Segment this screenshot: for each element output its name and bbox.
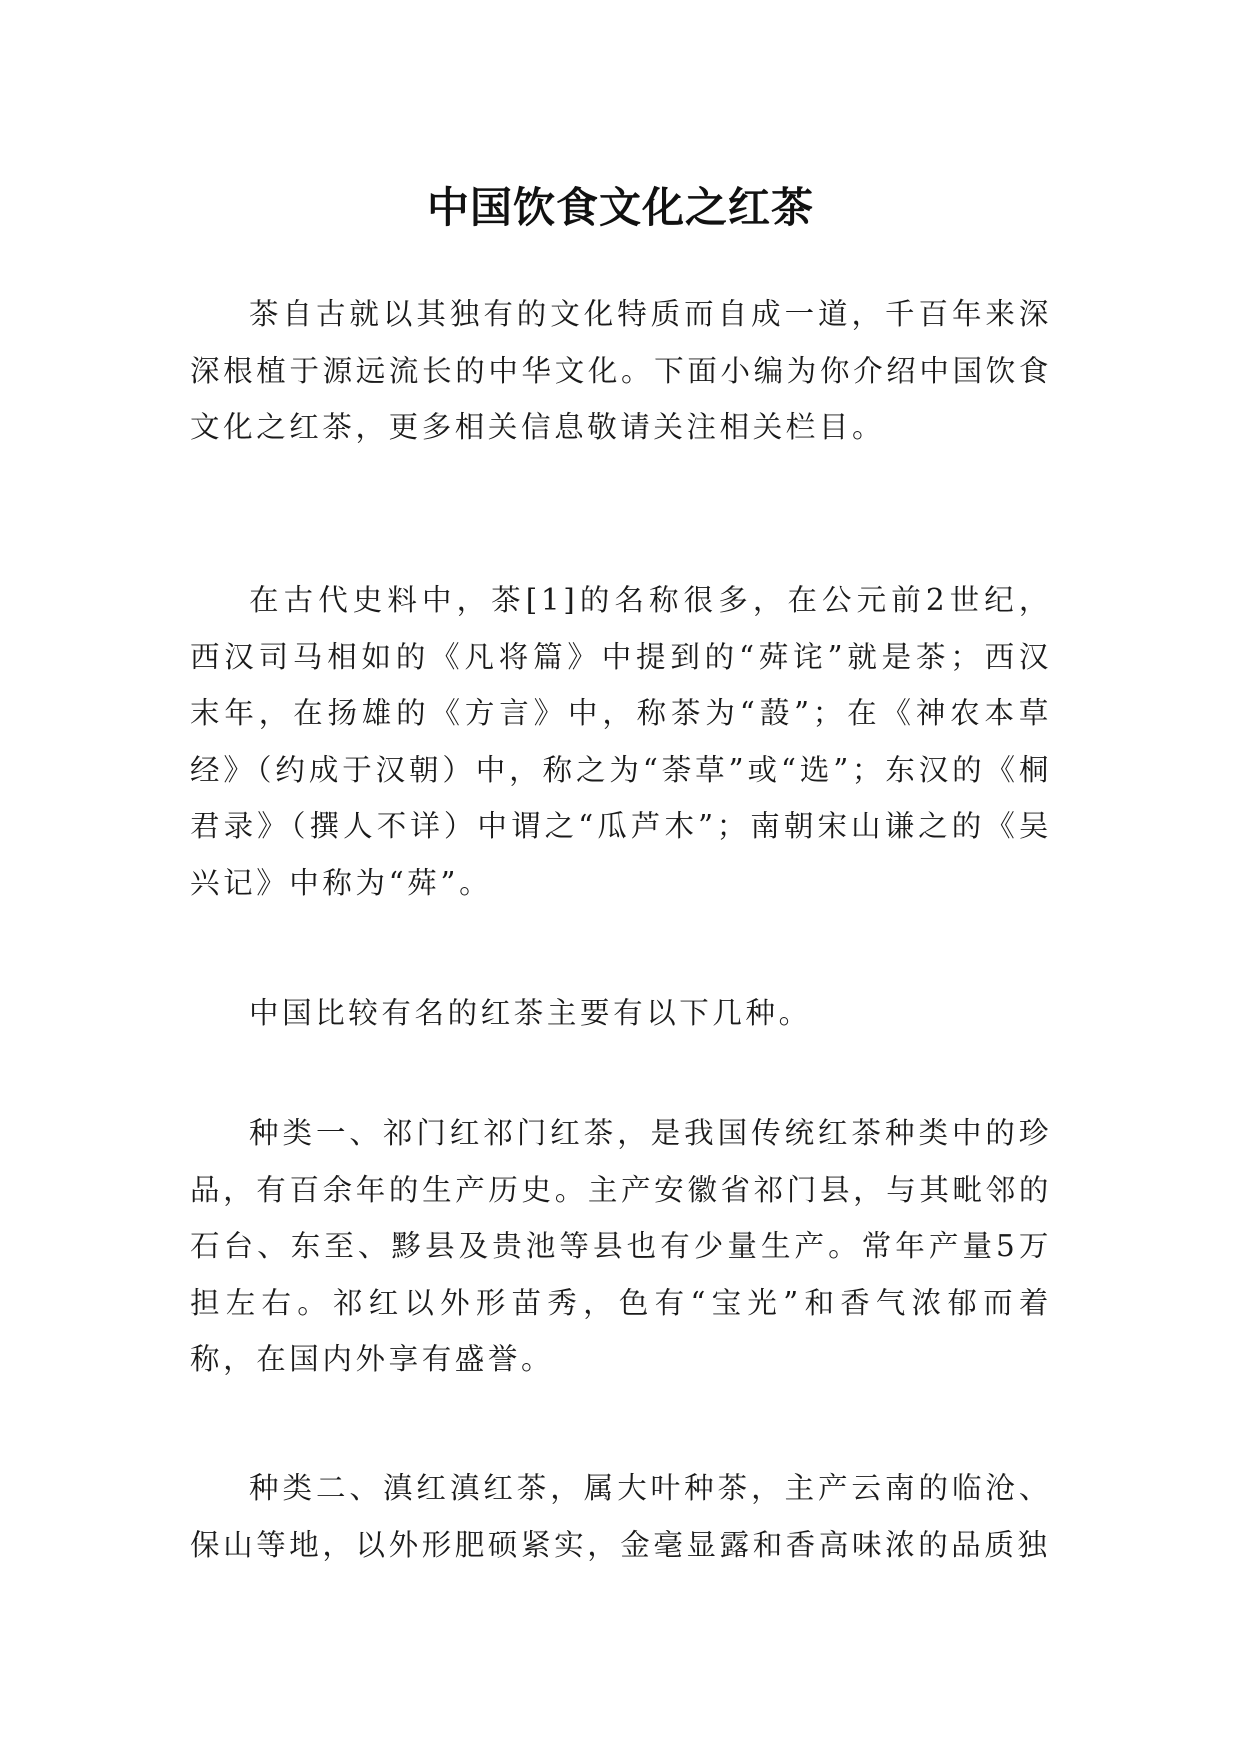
paragraph-history: 在古代史料中，茶[1]的名称很多，在公元前2世纪，西汉司马相如的《凡将篇》中提到的“荈诧”就是茶；西汉末年，在扬雄的《方言》中，称茶为“蔎”；在《神农本草经》（约成于汉朝）中，称之为“荼草”或“选”；东汉的《桐君录》（撰人不详）中谓之“瓜芦木”；南朝宋山谦之的《吴兴记》中称为“荈”。 bbox=[190, 583, 1052, 900]
paragraph-types-intro: 中国比较有名的红茶主要有以下几种。 bbox=[249, 996, 812, 1030]
paragraph-keemun: 种类一、祁门红祁门红茶，是我国传统红茶种类中的珍品，有百余年的生产历史。主产安徽省祁门县，与其毗邻的石台、东至、黟县及贵池等县也有少量生产。常年产量5万担左右。祁红以外形苗秀，色有“宝光”和香气浓郁而着称，在国内外享有盛誉。 bbox=[190, 1116, 1052, 1376]
paragraph-dianhong: 种类二、滇红滇红茶，属大叶种茶，主产云南的临沧、保山等地，以外形肥硕紧实，金毫显露和香高味浓的品质独 bbox=[190, 1471, 1052, 1562]
paragraph-intro: 茶自古就以其独有的文化特质而自成一道，千百年来深深根植于源远流长的中华文化。下面小编为你介绍中国饮食文化之红茶，更多相关信息敬请关注相关栏目。 bbox=[190, 297, 1052, 444]
document-title: 中国饮食文化之红茶 bbox=[426, 183, 814, 233]
